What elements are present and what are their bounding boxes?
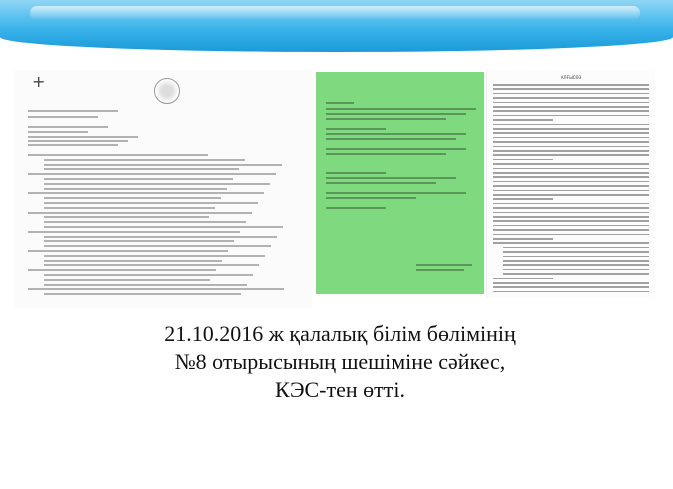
- scanned-text-line: [493, 154, 649, 156]
- scanned-text-line: [326, 133, 466, 135]
- scanned-text-line: [493, 97, 649, 99]
- scanned-text-line: [28, 212, 252, 214]
- scanned-text-line: [493, 194, 649, 196]
- scanned-text-line: [326, 118, 446, 120]
- scanned-text-line: [44, 240, 234, 242]
- document-scan-protocol: [14, 70, 312, 308]
- scanned-text-line: [326, 108, 476, 110]
- scanned-text-line: [493, 110, 649, 112]
- scanned-text-line: [28, 131, 88, 133]
- scanned-text-line: [493, 176, 649, 178]
- document-scan-preface: [486, 70, 655, 298]
- scanned-text-line: [493, 128, 649, 130]
- scanned-text-line: [326, 172, 386, 174]
- scanned-text-line: [44, 188, 227, 190]
- scanned-text-line: [503, 251, 649, 253]
- scanned-text-line: [493, 146, 649, 148]
- scanned-text-line: [44, 255, 265, 257]
- scanned-text-line: [326, 102, 354, 104]
- scanned-text-line: [28, 154, 208, 156]
- document-title: АЛҒЫСӨЗ: [560, 75, 582, 80]
- scanned-text-line: [493, 190, 649, 192]
- scanned-text-line: [493, 278, 553, 280]
- scanned-text-line: [493, 150, 649, 152]
- scanned-text-line: [28, 250, 228, 252]
- scanned-text-line: [493, 159, 553, 161]
- scanned-text-line: [493, 216, 649, 218]
- scanned-text-line: [44, 245, 271, 247]
- scanned-text-line: [493, 115, 649, 117]
- caption-line-1: 21.10.2016 ж қалалық білім бөлімінің: [164, 321, 516, 346]
- scanned-text-line: [493, 141, 649, 143]
- scanned-text-line: [493, 225, 649, 227]
- scanned-text-line: [416, 264, 472, 266]
- scanned-text-line: [326, 207, 386, 209]
- scanned-text-line: [28, 144, 118, 146]
- scanned-text-line: [44, 221, 246, 223]
- scanned-text-line: [493, 185, 649, 187]
- scanned-text-line: [44, 178, 233, 180]
- scanned-text-line: [493, 291, 649, 293]
- caption-line-3: КЭС-тен өтті.: [275, 377, 405, 402]
- scanned-text-line: [28, 136, 138, 138]
- scanned-text-line: [44, 216, 209, 218]
- scanned-text-line: [326, 197, 416, 199]
- scanned-text-line: [28, 192, 264, 194]
- scanned-text-line: [493, 102, 649, 104]
- scanned-text-line: [326, 113, 466, 115]
- scanned-text-line: [503, 260, 649, 262]
- scanned-text-line: [28, 173, 276, 175]
- scanned-text-line: [44, 260, 222, 262]
- emblem-icon: [154, 78, 180, 104]
- scanned-text-line: [503, 269, 649, 271]
- scanned-text-line: [493, 203, 649, 205]
- scanned-text-line: [44, 183, 270, 185]
- scanned-text-line: [326, 182, 436, 184]
- scanned-text-line: [493, 286, 649, 288]
- scanned-text-line: [326, 153, 446, 155]
- scanned-text-line: [44, 202, 258, 204]
- scanned-text-line: [493, 242, 649, 244]
- scanned-text-line: [44, 279, 210, 281]
- scanned-text-line: [326, 192, 466, 194]
- caption-line-2: №8 отырысының шешіміне сәйкес,: [174, 349, 506, 374]
- scanned-text-line: [493, 212, 649, 214]
- scanned-text-line: [28, 116, 98, 118]
- scanned-text-line: [493, 124, 649, 126]
- scanned-text-line: [326, 177, 456, 179]
- document-scan-green-cover: [316, 72, 484, 294]
- scanned-text-line: [44, 274, 253, 276]
- plus-mark-icon: +: [32, 72, 46, 91]
- scanned-text-line: [44, 226, 283, 228]
- slide-header-bar: [0, 0, 673, 52]
- scanned-text-line: [493, 198, 553, 200]
- scanned-text-line: [493, 220, 649, 222]
- scanned-text-line: [493, 229, 649, 231]
- scanned-text-line: [493, 168, 649, 170]
- scanned-text-line: [326, 148, 466, 150]
- scanned-text-line: [44, 293, 241, 295]
- scanned-text-line: [28, 126, 108, 128]
- scanned-text-line: [44, 164, 282, 166]
- scanned-text-line: [44, 159, 245, 161]
- scanned-text-line: [44, 168, 239, 170]
- scanned-text-line: [493, 106, 649, 108]
- scanned-text-line: [44, 197, 221, 199]
- slide-caption: [60, 320, 620, 404]
- scanned-text-line: [493, 132, 649, 134]
- scanned-text-line: [493, 84, 649, 86]
- scanned-text-line: [326, 128, 386, 130]
- scanned-text-line: [493, 181, 649, 183]
- scanned-text-line: [28, 110, 118, 112]
- scanned-text-line: [493, 93, 649, 95]
- scanned-text-line: [416, 269, 464, 271]
- scanned-text-line: [326, 138, 456, 140]
- scanned-text-line: [28, 269, 216, 271]
- scanned-text-line: [28, 288, 284, 290]
- scanned-text-line: [28, 231, 240, 233]
- scanned-text-line: [44, 284, 247, 286]
- scanned-text-line: [493, 163, 649, 165]
- scanned-text-line: [503, 247, 649, 249]
- scanned-text-line: [493, 88, 649, 90]
- scanned-text-line: [493, 207, 649, 209]
- scanned-text-line: [503, 264, 649, 266]
- scanned-text-line: [503, 273, 649, 275]
- scanned-text-line: [493, 238, 553, 240]
- scanned-text-line: [44, 207, 215, 209]
- scanned-text-line: [28, 140, 128, 142]
- scanned-text-line: [493, 119, 553, 121]
- scanned-text-line: [493, 234, 649, 236]
- scanned-text-line: [503, 256, 649, 258]
- scanned-text-line: [493, 282, 649, 284]
- scanned-text-line: [493, 137, 649, 139]
- scanned-text-line: [44, 236, 277, 238]
- header-shine: [30, 6, 640, 20]
- scanned-text-line: [44, 264, 259, 266]
- scanned-text-line: [493, 172, 649, 174]
